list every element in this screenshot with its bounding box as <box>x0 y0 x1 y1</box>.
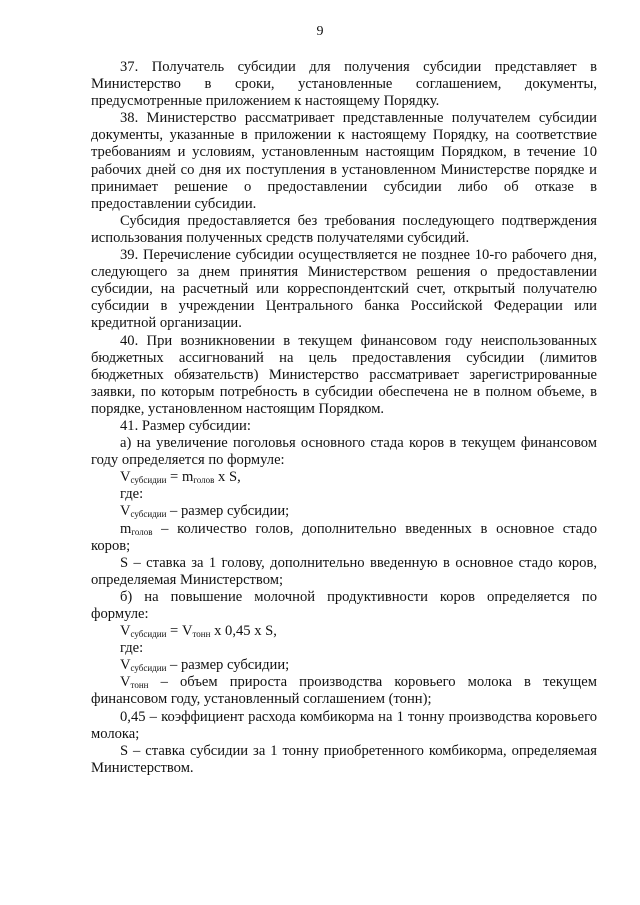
formula-cows <box>91 469 597 486</box>
formula-symbol: V <box>120 469 131 486</box>
definition-symbol: m <box>120 520 132 537</box>
formula-subscript: тонн <box>192 629 211 640</box>
formula-milk <box>91 623 597 640</box>
definition-text: – размер субсидии; <box>166 503 290 520</box>
formula-symbol: m <box>181 469 194 486</box>
formula-tail: x 0,45 x S, <box>210 623 277 640</box>
definition-coefficient: 0,45 – коэффициент расхода комбикорма на 1 тонну производства коровьего молока; <box>91 708 597 742</box>
paragraph-38: 38. Министерство рассматривает представленные получателем субсидии документы, указанные в приложении к настоящему Порядку, на соответствие требованиям и условиям, установленным настоящим Порядком, в течение 10 рабочих дней со дня их поступления в установленном Министерстве порядке и принимает решение о предоставлении субсидии либо об отказе в предоставлении субсидии. <box>91 110 597 212</box>
paragraph-41a: а) на увеличение поголовья основного стада коров в текущем финансовом году определяется по формуле: <box>91 435 597 469</box>
formula-tail: x S, <box>214 469 241 486</box>
definition-subscript: субсидии <box>130 509 167 520</box>
definition-text: – объем прироста производства коровьего молока в текущем финансовом году, установленный соглашением (тонн); <box>91 674 597 708</box>
where-label: где: <box>120 640 144 657</box>
definition-text: – размер субсидии; <box>166 657 290 674</box>
page-number: 9 <box>316 24 324 39</box>
definition-symbol: V <box>120 503 131 520</box>
paragraph-41b: б) на повышение молочной продуктивности коров определяется по формуле: <box>91 588 597 622</box>
formula-subscript: голов <box>193 475 215 486</box>
definition-v-subsidy <box>91 657 597 674</box>
definition-subscript: голов <box>131 526 153 537</box>
paragraph-39: 39. Перечисление субсидии осуществляется не позднее 10-го рабочего дня, следующего за днем принятия Министерством решения о предоставлении субсидии, на расчетный или корреспондентский счет, открытый получателю субсидии в учреждении Центрального банка Российской Федерации или кредитной организации. <box>91 247 597 332</box>
paragraph-37: 37. Получатель субсидии для получения субсидии представляет в Министерство в сроки, установленные соглашением, документы, предусмотренные приложением к настоящему Порядку. <box>91 59 597 110</box>
where-label: где: <box>120 486 144 503</box>
definition-subscript: субсидии <box>130 663 167 674</box>
formula-operator: = <box>166 623 182 640</box>
document-body <box>91 59 597 777</box>
definition-symbol: V <box>120 657 131 674</box>
definition-symbol: V <box>120 674 131 691</box>
paragraph-40: 40. При возникновении в текущем финансовом году неиспользованных бюджетных ассигнований на цель предоставления субсидии (лимитов бюджетных обязательств) Министерство рассматривает зарегистрированные заявки, по которым потребность в субсидии обеспечена не в полном объеме, в порядке, установленном настоящим Порядком. <box>91 332 597 417</box>
formula-symbol: V <box>120 623 131 640</box>
definition-s-rate: S – ставка за 1 голову, дополнительно введенную в основное стадо коров, определяемая Министерством; <box>91 554 597 588</box>
paragraph-38-note: Субсидия предоставляется без требования последующего подтверждения использования полученных средств получателями субсидий. <box>91 212 597 246</box>
formula-symbol: V <box>181 623 193 640</box>
definition-v-tons <box>91 674 597 708</box>
definition-s-feed-rate: S – ставка субсидии за 1 тонну приобретенного комбикорма, определяемая Министерством. <box>91 742 597 776</box>
definition-v-subsidy <box>91 503 597 520</box>
definition-text: – количество голов, дополнительно введенных в основное стадо коров; <box>91 520 597 554</box>
formula-operator: = <box>166 469 182 486</box>
definition-subscript: тонн <box>130 680 149 691</box>
formula-subscript: субсидии <box>130 475 167 486</box>
paragraph-41: 41. Размер субсидии: <box>120 417 251 434</box>
definition-m-heads <box>91 521 597 555</box>
formula-subscript: субсидии <box>130 629 167 640</box>
